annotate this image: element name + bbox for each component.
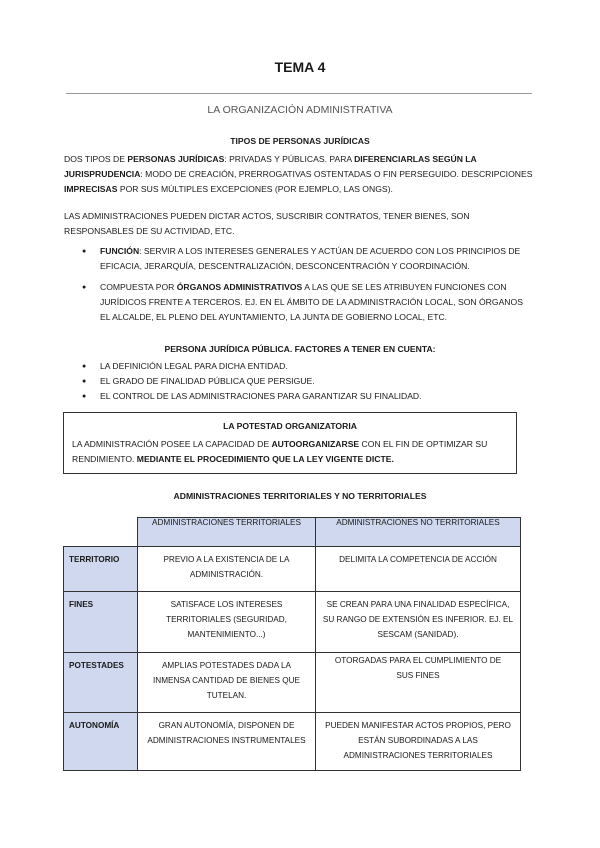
list-item (82, 280, 534, 325)
title-divider (66, 93, 532, 94)
table-cell: PREVIO A LA EXISTENCIA DE LA ADMINISTRACIÓN. (138, 547, 316, 592)
table-cell: DELIMITA LA COMPETENCIA DE ACCIÓN (316, 547, 521, 592)
bold-run: DIFERENCIARLAS SEGÚN LA JURISPRUDENCIA (64, 154, 477, 179)
box-text (72, 437, 512, 467)
bold-run: MEDIANTE EL PROCEDIMIENTO QUE LA LEY VIGENTE DICTE. (136, 454, 394, 464)
table-corner (64, 518, 138, 547)
column-header: ADMINISTRACIONES NO TERRITORIALES (316, 518, 521, 547)
text-run: : PRIVADAS Y PÚBLICAS. PARA (224, 154, 355, 164)
bullet-list-factores (82, 359, 534, 404)
text-run: : SERVIR A LOS INTERESES GENERALES Y ACTÚAN DE ACUERDO CON LOS PRINCIPIOS DE EFICACIA, JERARQUÍA, DESCENTRALIZACIÓN, DESCONCENTRACIÓN Y COORDINACIÓN. (100, 246, 521, 271)
potestad-box (63, 412, 517, 474)
bold-run: ÓRGANOS ADMINISTRATIVOS (176, 282, 303, 292)
row-header: FINES (64, 592, 138, 653)
paragraph-administraciones: LAS ADMINISTRACIONES PUEDEN DICTAR ACTOS, SUSCRIBIR CONTRATOS, TENER BIENES, SON RESPONSABLES DE SU ACTIVIDAD, ETC. (64, 211, 470, 236)
table-cell: PUEDEN MANIFESTAR ACTOS PROPIOS, PERO ESTÁN SUBORDINADAS A LAS ADMINISTRACIONES TERRITORIALES (316, 713, 521, 771)
bold-run: PERSONAS JURÍDICAS (127, 154, 225, 164)
row-header: AUTONOMÍA (64, 713, 138, 771)
table-cell: SE CREAN PARA UNA FINALIDAD ESPECÍFICA, SU RANGO DE EXTENSIÓN ES INFERIOR. EJ. EL SESCAM (SANIDAD). (316, 592, 521, 653)
table-cell: GRAN AUTONOMÍA, DISPONEN DE ADMINISTRACIONES INSTRUMENTALES (138, 713, 316, 771)
text-run: LA ADMINISTRACIÓN POSEE LA CAPACIDAD DE (72, 439, 272, 449)
bold-run: FUNCIÓN (100, 246, 140, 256)
text-run: A LAS QUE SE LES ATRIBUYEN FUNCIONES CON JURÍDICOS FRENTE A TERCEROS. EJ. EN EL ÁMBITO DE LA ADMINISTRACIÓN LOCAL, SON ÓRGANOS EL ALCALDE, EL PLENO DEL AYUNTAMIENTO, LA JUNTA DE GOBIERNO LOCAL, ETC. (100, 282, 523, 322)
comparison-table (63, 517, 521, 771)
table-heading: ADMINISTRACIONES TERRITORIALES Y NO TERRITORIALES (173, 491, 427, 501)
box-heading: LA POTESTAD ORGANIZATORIA (223, 421, 357, 431)
list-item: ● EL GRADO DE FINALIDAD PÚBLICA QUE PERSIGUE. (82, 374, 534, 389)
paragraph-tipos (64, 152, 534, 197)
bullet-list-funcion (82, 244, 534, 331)
table-row (64, 547, 521, 592)
table-cell: SATISFACE LOS INTERESES TERRITORIALES (SEGURIDAD, MANTENIMIENTO...) (138, 592, 316, 653)
text-run: POR SUS MÚLTIPLES EXCEPCIONES (POR EJEMPLO, LAS ONGS). (117, 184, 393, 194)
section-heading-tipos: TIPOS DE PERSONAS JURÍDICAS (230, 136, 370, 146)
row-header: TERRITORIO (64, 547, 138, 592)
column-header: ADMINISTRACIONES TERRITORIALES (138, 518, 316, 547)
table-row (64, 592, 521, 653)
table-cell: OTORGADAS PARA EL CUMPLIMIENTO DE SUS FINES (316, 653, 521, 713)
list-item: ● LA DEFINICIÓN LEGAL PARA DICHA ENTIDAD. (82, 359, 534, 374)
page-subtitle: LA ORGANIZACIÓN ADMINISTRATIVA (207, 104, 393, 116)
page-title: TEMA 4 (274, 59, 326, 75)
text-run: CON EL FIN DE OPTIMIZAR SU RENDIMIENTO. (72, 439, 488, 464)
section-heading-factores: PERSONA JURÍDICA PÚBLICA. FACTORES A TENER EN CUENTA: (164, 344, 436, 354)
list-item (82, 244, 534, 274)
table-row (64, 653, 521, 713)
bold-run: AUTOORGANIZARSE (271, 439, 360, 449)
text-run: : MODO DE CREACIÓN, PRERROGATIVAS OSTENTADAS O FIN PERSEGUIDO. DESCRIPCIONES (140, 169, 533, 179)
list-item: ● EL CONTROL DE LAS ADMINISTRACIONES PARA GARANTIZAR SU FINALIDAD. (82, 389, 534, 404)
text-run: COMPUESTA POR (100, 282, 177, 292)
bold-run: IMPRECISAS (64, 184, 118, 194)
table-cell: AMPLIAS POTESTADES DADA LA INMENSA CANTIDAD DE BIENES QUE TUTELAN. (138, 653, 316, 713)
text-run: DOS TIPOS DE (64, 154, 128, 164)
table-row (64, 713, 521, 771)
row-header: POTESTADES (64, 653, 138, 713)
